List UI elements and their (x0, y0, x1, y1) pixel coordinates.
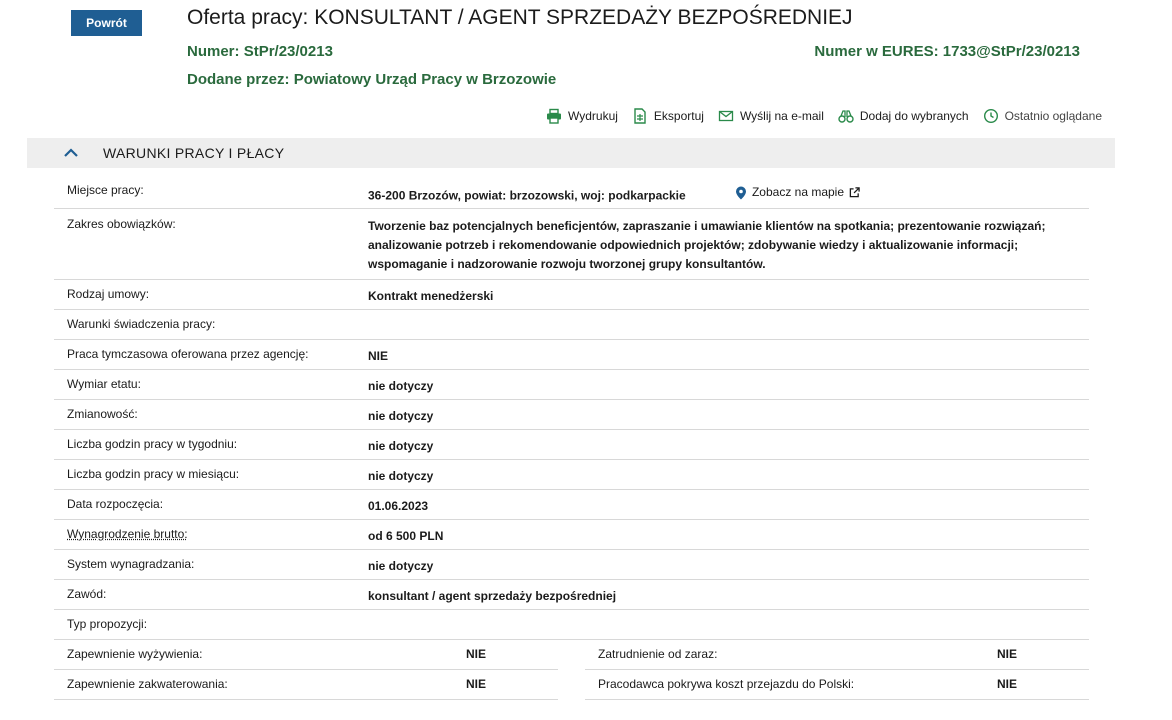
external-link-icon (849, 187, 860, 198)
row-label: Liczba godzin pracy w tygodniu: (67, 437, 238, 451)
row-value: od 6 500 PLN (368, 529, 444, 543)
table-row (54, 209, 1089, 280)
clock-icon (983, 108, 999, 124)
row-label: Zmianowość: (67, 407, 138, 421)
view-on-map-link[interactable] (735, 183, 860, 202)
offer-number (187, 43, 333, 60)
row-value: nie dotyczy (368, 409, 434, 423)
section-toggle-work-conditions[interactable] (27, 138, 1115, 168)
row-label: Zatrudnienie od zaraz: (598, 647, 718, 661)
table-row (54, 280, 1089, 310)
action-toolbar (546, 108, 1102, 124)
row-label: System wynagradzania: (67, 557, 195, 571)
print-label: Wydrukuj (568, 109, 618, 123)
eures-number (814, 43, 1080, 60)
table-row (54, 520, 1089, 550)
added-by (187, 71, 556, 88)
table-row (54, 430, 1089, 460)
table-row (585, 640, 1089, 670)
duties-line: wspomaganie i nadzorowanie rozwoju tworzonej grupy konsultantów. (368, 257, 766, 271)
table-row (54, 400, 1089, 430)
row-value (368, 217, 1089, 274)
recently-viewed-label: Ostatnio oglądane (1004, 109, 1102, 123)
export-button[interactable] (632, 108, 704, 124)
chevron-up-icon (63, 145, 79, 161)
section-title: WARUNKI PRACY I PŁACY (103, 145, 285, 161)
envelope-icon (718, 108, 734, 124)
email-label: Wyślij na e-mail (739, 109, 824, 123)
location-value: 36-200 Brzozów, powiat: brzozowski, woj: podkarpackie (368, 188, 686, 203)
work-conditions-table (54, 175, 1089, 700)
table-row (54, 550, 1089, 580)
printer-icon (546, 108, 562, 124)
table-row (54, 310, 1089, 340)
table-row (54, 670, 558, 700)
row-value: NIE (997, 677, 1018, 691)
table-row (585, 670, 1089, 700)
map-pin-icon (735, 186, 747, 200)
export-label: Eksportuj (653, 109, 704, 123)
page-title: Oferta pracy: KONSULTANT / AGENT SPRZEDAŻY BEZPOŚREDNIEJ (187, 6, 853, 29)
row-label: Pracodawca pokrywa koszt przejazdu do Polski: (598, 677, 855, 691)
row-value: Kontrakt menedżerski (368, 289, 494, 303)
print-button[interactable] (546, 108, 618, 124)
row-label: Wymiar etatu: (67, 377, 141, 391)
row-value: 01.06.2023 (368, 499, 429, 513)
add-favorite-label: Dodaj do wybranych (859, 109, 969, 123)
table-row (54, 640, 558, 670)
row-value: nie dotyczy (368, 439, 434, 453)
spreadsheet-export-icon (632, 108, 648, 124)
table-row (54, 580, 1089, 610)
row-label: Zapewnienie zakwaterowania: (67, 677, 228, 691)
binoculars-icon (838, 108, 854, 124)
row-label: Zakres obowiązków: (67, 217, 176, 231)
eures-number-value: 1733@StPr/23/0213 (942, 43, 1080, 60)
table-row (54, 175, 1089, 209)
row-label: Rodzaj umowy: (67, 287, 150, 301)
eures-number-label: Numer w EURES: (814, 43, 939, 60)
table-row (54, 490, 1089, 520)
extras-row (54, 670, 1089, 700)
row-label: Typ propozycji: (67, 617, 148, 631)
back-button[interactable]: Powrót (71, 10, 142, 36)
row-value: NIE (368, 349, 389, 363)
row-label: Praca tymczasowa oferowana przez agencję: (67, 347, 309, 361)
table-row (54, 460, 1089, 490)
row-value (368, 183, 1089, 206)
duties-line: Tworzenie baz potencjalnych beneficjentów, zapraszanie i umawianie klientów na spotkania; prezentowanie rozwiązań; (368, 219, 1046, 233)
offer-number-label: Numer: (187, 43, 240, 60)
row-label: Liczba godzin pracy w miesiącu: (67, 467, 240, 481)
view-on-map-label: Zobacz na mapie (751, 185, 845, 199)
row-value: NIE (466, 647, 487, 661)
row-label: Miejsce pracy: (67, 183, 144, 197)
row-value: konsultant / agent sprzedaży bezpośredniej (368, 589, 617, 603)
row-value: NIE (466, 677, 487, 691)
row-value: NIE (997, 647, 1018, 661)
recently-viewed-button[interactable] (983, 108, 1102, 124)
added-by-value: Powiatowy Urząd Pracy w Brzozowie (293, 71, 557, 88)
row-value: nie dotyczy (368, 379, 434, 393)
duties-line: analizowanie potrzeb i rekomendowanie odpowiednich projektów; zdobywanie wiedzy i aktualizowanie informacji; (368, 238, 1019, 252)
row-label: Warunki świadczenia pracy: (67, 317, 216, 331)
row-value: nie dotyczy (368, 559, 434, 573)
salary-label-abbr[interactable]: Wynagrodzenie brutto: (67, 527, 188, 541)
row-label: Data rozpoczęcia: (67, 497, 164, 511)
row-value: nie dotyczy (368, 469, 434, 483)
table-row (54, 340, 1089, 370)
extras-row (54, 640, 1089, 670)
added-by-label: Dodane przez: (187, 71, 290, 88)
add-favorite-button[interactable] (838, 108, 969, 124)
row-label: Zawód: (67, 587, 107, 601)
email-button[interactable] (718, 108, 824, 124)
offer-number-value: StPr/23/0213 (243, 43, 333, 60)
table-row (54, 370, 1089, 400)
table-row (54, 610, 1089, 640)
row-label: Zapewnienie wyżywienia: (67, 647, 203, 661)
